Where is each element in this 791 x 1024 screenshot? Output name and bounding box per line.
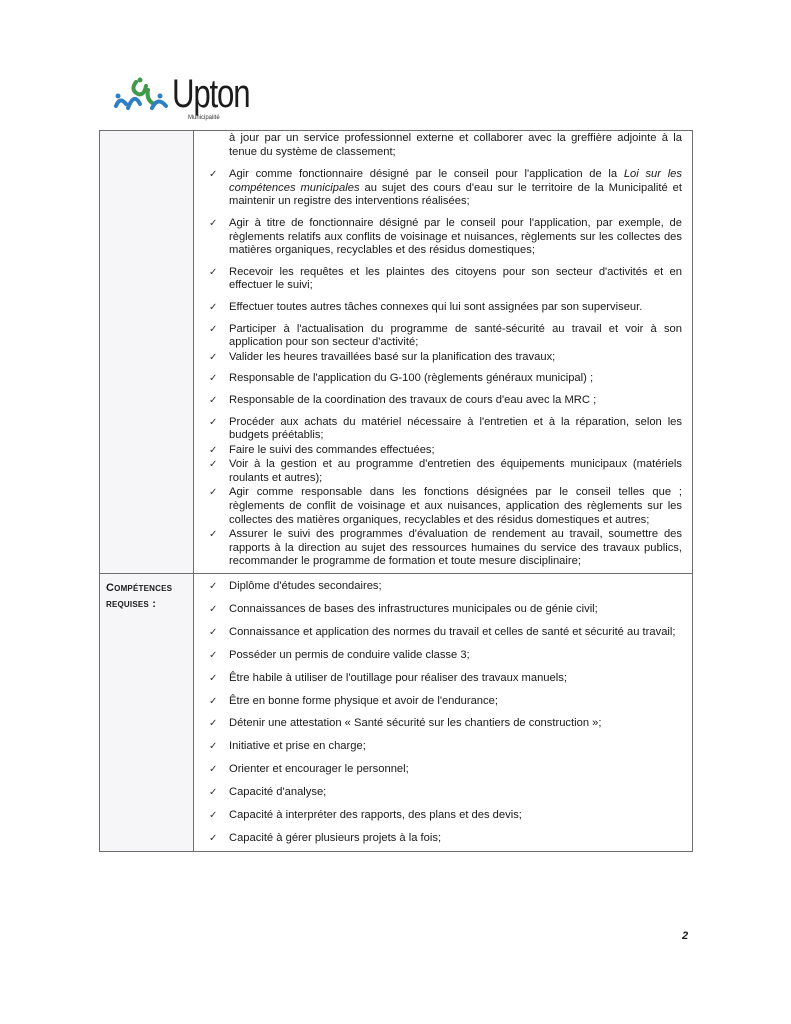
logo-figures-icon <box>112 76 174 116</box>
list-item: ✓ Être en bonne forme physique et avoir de l'endurance; <box>209 694 498 707</box>
logo-wordmark: Upton <box>172 72 250 116</box>
list-item: ✓ Initiative et prise en charge; <box>209 740 366 753</box>
continuation-text: à jour par un service professionnel externe et collaborer avec la greffière adjointe à la tenue du système de classement; <box>229 132 682 158</box>
competences-list <box>194 574 692 851</box>
checkmark-icon: ✓ <box>209 741 218 753</box>
competences-label: Compétences requises : <box>106 582 173 611</box>
list-item: ✓ Connaissances de bases des infrastructures municipales ou de génie civil; <box>209 602 598 615</box>
checkmark-icon: ✓ <box>209 416 218 428</box>
list-item: ✓ Détenir une attestation « Santé sécurité sur les chantiers de construction »; <box>209 717 602 730</box>
list-item: ✓ Agir à titre de fonctionnaire désigné par le conseil pour l'application, par exemple, de règlements relatifs aux conflits de voisinage et nuisances, règlements sur les collectes des matières organiques, recyclables et des résidus domestiques; <box>209 216 682 257</box>
list-item: ✓ Effectuer toutes autres tâches connexes qui lui sont assignées par son superviseur. <box>209 300 643 313</box>
list-item: ✓ Capacité à interpréter des rapports, des plans et des devis; <box>209 809 522 822</box>
duties-row <box>100 131 693 574</box>
checkmark-icon: ✓ <box>209 394 218 406</box>
list-item: ✓ Faire le suivi des commandes effectuées; <box>209 443 435 456</box>
duties-list <box>194 159 692 573</box>
competences-row <box>100 574 693 852</box>
list-item: ✓ Connaissance et application des normes du travail et celles de santé et sécurité au travail; <box>209 625 676 638</box>
checkmark-icon: ✓ <box>209 459 218 471</box>
checkmark-icon: ✓ <box>209 581 218 593</box>
list-item: ✓ Agir comme fonctionnaire désigné par le conseil pour l'application de la Loi sur les compétences municipales au sujet des cours d'eau sur le territoire de la Municipalité et maintenir un registre des interventions réalisées; <box>209 168 682 208</box>
list-item: ✓ Orienter et encourager le personnel; <box>209 763 409 776</box>
list-item: ✓ Capacité d'analyse; <box>209 786 327 799</box>
checkmark-icon: ✓ <box>209 351 218 363</box>
list-item: ✓ Assurer le suivi des programmes d'évaluation de rendement au travail, soumettre des rapports à la direction au sujet des ressources humaines du service des travaux publics, recommander le programme de formation et toute mesure disciplinaire; <box>209 528 682 568</box>
list-item: ✓ Responsable de la coordination des travaux de cours d'eau avec la MRC ; <box>209 393 597 406</box>
checkmark-icon: ✓ <box>209 603 218 615</box>
checkmark-icon: ✓ <box>209 695 218 707</box>
list-item: ✓ Participer à l'actualisation du programme de santé-sécurité au travail et voir à son application pour son secteur d'activité; <box>209 322 682 349</box>
checkmark-icon: ✓ <box>209 718 218 730</box>
checkmark-icon: ✓ <box>209 649 218 661</box>
row-label <box>100 131 193 137</box>
list-item: ✓ Procéder aux achats du matériel nécessaire à l'entretien et à la réparation, selon les budgets préétablis; <box>209 415 682 442</box>
checkmark-icon: ✓ <box>209 787 218 799</box>
list-item: ✓ Capacité à gérer plusieurs projets à la fois; <box>209 832 442 844</box>
checkmark-icon: ✓ <box>209 810 218 822</box>
list-item: ✓ Être habile à utiliser de l'outillage pour réaliser des travaux manuels; <box>209 671 567 684</box>
municipality-logo <box>112 70 252 125</box>
checkmark-icon: ✓ <box>209 323 218 335</box>
logo-subtitle: Municipalité <box>188 115 220 121</box>
duties-content <box>194 131 693 574</box>
list-item: ✓ Agir comme responsable dans les fonctions désignées par le conseil telles que ; règlements de conflit de voisinage et aux nuisances, application des règlements sur les collectes des matières organiques, recyclables et des résidus domestiques et autres; <box>209 486 682 526</box>
checkmark-icon: ✓ <box>209 672 218 684</box>
list-item: ✓ Posséder un permis de conduire valide classe 3; <box>209 648 470 661</box>
checkmark-icon: ✓ <box>209 301 218 313</box>
checkmark-icon: ✓ <box>209 266 218 278</box>
checkmark-icon: ✓ <box>209 529 218 541</box>
checkmark-icon: ✓ <box>209 169 218 181</box>
row-label-cell <box>100 131 194 574</box>
checkmark-icon: ✓ <box>209 626 218 638</box>
list-item: ✓ Valider les heures travaillées basé sur la planification des travaux; <box>209 350 556 363</box>
list-item: ✓ Recevoir les requêtes et les plaintes des citoyens pour son secteur d'activités et en effectuer le suivi; <box>209 265 682 292</box>
page-number: 2 <box>682 930 689 942</box>
row-label-cell <box>100 574 194 852</box>
list-item: ✓ Responsable de l'application du G-100 (règlements généraux municipal) ; <box>209 372 594 385</box>
checkmark-icon: ✓ <box>209 833 218 844</box>
checkmark-icon: ✓ <box>209 373 218 385</box>
job-description-table <box>99 130 693 852</box>
list-item: ✓ Voir à la gestion et au programme d'entretien des équipements municipaux (matériels roulants et autres); <box>209 458 682 484</box>
checkmark-icon: ✓ <box>209 487 218 499</box>
checkmark-icon: ✓ <box>209 764 218 776</box>
checkmark-icon: ✓ <box>209 444 218 456</box>
list-item: ✓ Diplôme d'études secondaires; <box>209 580 382 593</box>
competences-content <box>194 574 693 852</box>
checkmark-icon: ✓ <box>209 217 218 229</box>
